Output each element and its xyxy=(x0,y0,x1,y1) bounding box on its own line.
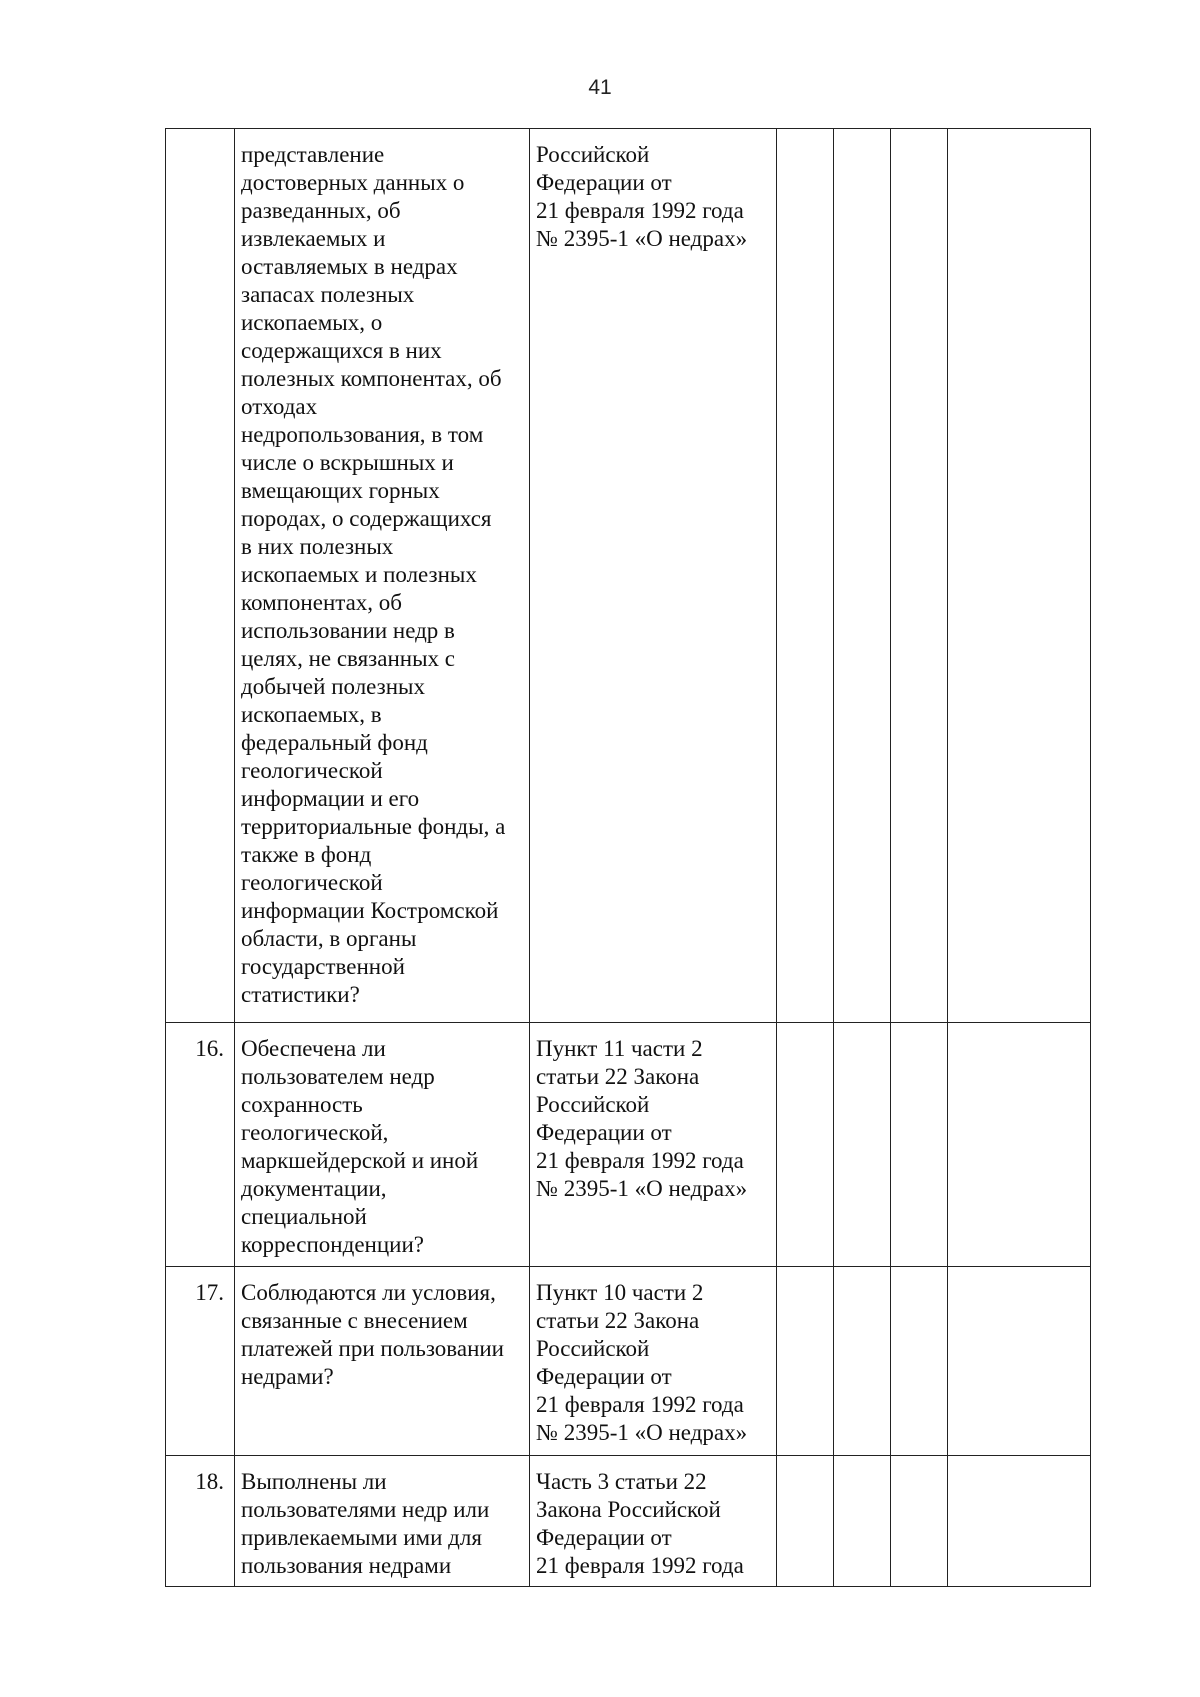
answer-no-cell xyxy=(834,1267,891,1456)
answer-na-cell xyxy=(891,1023,948,1267)
row-number: 18. xyxy=(166,1456,235,1587)
answer-na-cell xyxy=(891,129,948,1023)
answer-no-cell xyxy=(834,129,891,1023)
table-row xyxy=(166,1456,1091,1587)
answer-yes-cell xyxy=(777,129,834,1023)
legal-basis-cell: Пункт 10 части 2 статьи 22 Закона Российской Федерации от 21 февраля 1992 года № 2395-1 «О недрах» xyxy=(530,1267,777,1456)
answer-na-cell xyxy=(891,1456,948,1587)
notes-cell xyxy=(948,1023,1091,1267)
answer-yes-cell xyxy=(777,1456,834,1587)
answer-na-cell xyxy=(891,1267,948,1456)
checklist-table xyxy=(165,128,1091,1587)
page-number: 41 xyxy=(588,76,612,99)
row-number: 16. xyxy=(166,1023,235,1267)
question-cell: Соблюдаются ли условия, связанные с внесением платежей при пользовании недрами? xyxy=(235,1267,530,1456)
table-row xyxy=(166,1023,1091,1267)
notes-cell xyxy=(948,1456,1091,1587)
answer-no-cell xyxy=(834,1456,891,1587)
table-row xyxy=(166,129,1091,1023)
answer-yes-cell xyxy=(777,1023,834,1267)
question-cell: представление достоверных данных о разведанных, об извлекаемых и оставляемых в недрах запасах полезных ископаемых, о содержащихся в них полезных компонентах, об отходах недропользования, в том числе о вскрышных и вмещающих горных породах, о содержащихся в них полезных ископаемых и полезных компонентах, об использовании недр в целях, не связанных с добычей полезных ископаемых, в федеральный фонд геологической информации и его территориальные фонды, а также в фонд геологической информации Костромской области, в органы государственной статистики? xyxy=(235,129,530,1023)
row-number xyxy=(166,129,235,1023)
answer-yes-cell xyxy=(777,1267,834,1456)
answer-no-cell xyxy=(834,1023,891,1267)
question-cell: Выполнены ли пользователями недр или привлекаемыми ими для пользования недрами xyxy=(235,1456,530,1587)
notes-cell xyxy=(948,1267,1091,1456)
notes-cell xyxy=(948,129,1091,1023)
legal-basis-cell: Пункт 11 части 2 статьи 22 Закона Российской Федерации от 21 февраля 1992 года № 2395-1 «О недрах» xyxy=(530,1023,777,1267)
question-cell: Обеспечена ли пользователем недр сохранность геологической, маркшейдерской и иной документации, специальной корреспонденции? xyxy=(235,1023,530,1267)
legal-basis-cell: Российской Федерации от 21 февраля 1992 года № 2395-1 «О недрах» xyxy=(530,129,777,1023)
table-row xyxy=(166,1267,1091,1456)
legal-basis-cell: Часть 3 статьи 22 Закона Российской Федерации от 21 февраля 1992 года xyxy=(530,1456,777,1587)
row-number: 17. xyxy=(166,1267,235,1456)
